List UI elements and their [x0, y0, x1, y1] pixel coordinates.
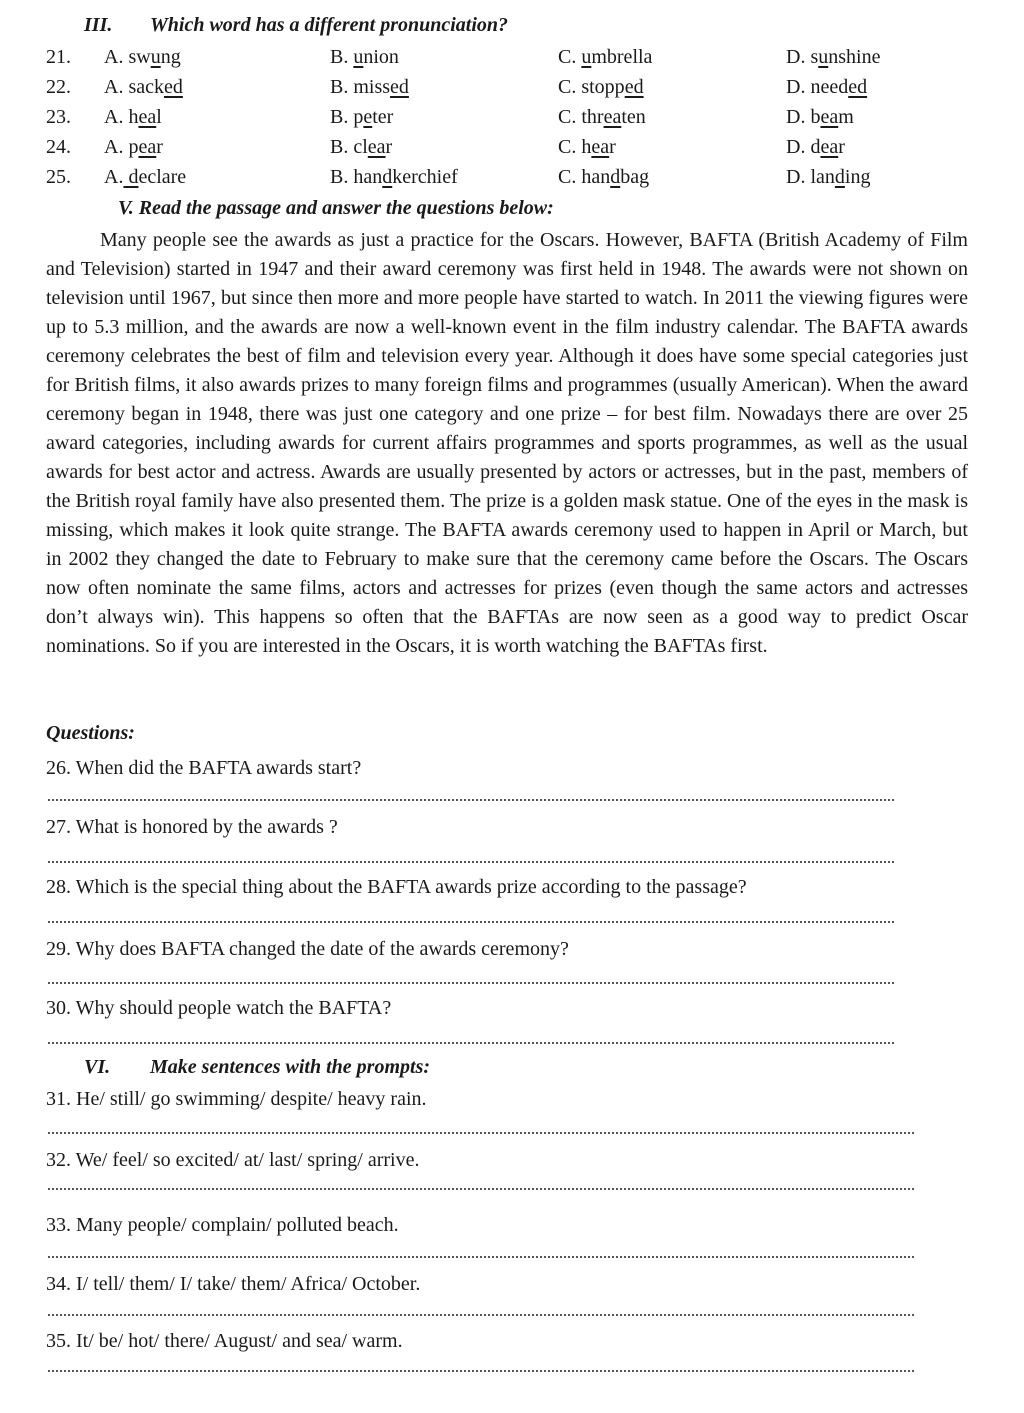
- section-6-heading: [84, 1056, 430, 1079]
- option-c: C. stopped: [558, 76, 644, 98]
- question-row-22: [46, 76, 1006, 106]
- question-row-21: [46, 46, 1006, 76]
- question-30: 30. Why should people watch the BAFTA?: [46, 997, 392, 1019]
- option-d: D. needed: [786, 76, 868, 98]
- option-b: B. union: [330, 46, 399, 68]
- prompt-33: 33. Many people/ complain/ polluted beach.: [46, 1214, 399, 1236]
- option-d: D. beam: [786, 106, 854, 128]
- question-27: 27. What is honored by the awards ?: [46, 816, 338, 838]
- question-row-25: [46, 166, 1006, 196]
- question-number: 25.: [46, 166, 71, 188]
- option-a: A. swung: [104, 46, 181, 68]
- question-number: 22.: [46, 76, 71, 98]
- section-3-number: III.: [84, 14, 113, 36]
- answer-line-31[interactable]: [48, 1132, 914, 1134]
- prompt-31: 31. He/ still/ go swimming/ despite/ heavy rain.: [46, 1088, 427, 1110]
- question-29: 29. Why does BAFTA changed the date of the awards ceremony?: [46, 938, 569, 960]
- prompt-35: 35. It/ be/ hot/ there/ August/ and sea/ warm.: [46, 1330, 403, 1352]
- section-3-heading: [84, 14, 508, 37]
- option-d: D. sunshine: [786, 46, 881, 68]
- answer-line-27[interactable]: [48, 861, 894, 863]
- answer-line-30[interactable]: [48, 1042, 894, 1044]
- option-b: B. missed: [330, 76, 409, 98]
- question-row-23: [46, 106, 1006, 136]
- answer-line-29[interactable]: [48, 982, 894, 984]
- section-3-title: Which word has a different pronunciation?: [150, 14, 509, 36]
- question-number: 21.: [46, 46, 71, 68]
- option-b: B. clear: [330, 136, 393, 158]
- option-c: C. threaten: [558, 106, 646, 128]
- option-a: A. heal: [104, 106, 162, 128]
- section-6-title: Make sentences with the prompts:: [150, 1056, 431, 1078]
- section-5-title: V. Read the passage and answer the questions below:: [118, 197, 554, 219]
- question-row-24: [46, 136, 1006, 166]
- option-b: B. handkerchief: [330, 166, 458, 188]
- option-a: A. sacked: [104, 76, 183, 98]
- answer-line-28[interactable]: [48, 921, 894, 923]
- question-number: 24.: [46, 136, 71, 158]
- option-a: A. pear: [104, 136, 163, 158]
- option-d: D. landing: [786, 166, 871, 188]
- question-26: 26. When did the BAFTA awards start?: [46, 757, 362, 779]
- section-6-number: VI.: [84, 1056, 111, 1078]
- option-a: A. declare: [104, 166, 187, 188]
- option-b: B. peter: [330, 106, 394, 128]
- option-c: C. umbrella: [558, 46, 653, 68]
- question-28: 28. Which is the special thing about the BAFTA awards prize according to the passage?: [46, 876, 747, 898]
- prompt-32: 32. We/ feel/ so excited/ at/ last/ spring/ arrive.: [46, 1149, 420, 1171]
- answer-line-33[interactable]: [48, 1256, 914, 1258]
- answer-line-35[interactable]: [48, 1370, 914, 1372]
- option-d: D. dear: [786, 136, 845, 158]
- option-c: C. handbag: [558, 166, 650, 188]
- answer-line-26[interactable]: [48, 799, 894, 801]
- questions-label: Questions:: [46, 722, 135, 744]
- reading-passage: Many people see the awards as just a practice for the Oscars. However, BAFTA (British Academy of Film and Television) started in 1947 and their award ceremony was first held in 1948. The awards were not shown on television until 1967, but since then more and more people have started to watch. In 2011 the viewing figures were up to 5.3 million, and the awards are now a well-known event in the film industry calendar. The BAFTA awards ceremony celebrates the best of film and television every year. Although it does have some special categories just for British films, it also awards prizes to many foreign films and programmes (usually American). When the award ceremony began in 1948, there was just one category and one prize – for best film. Nowadays there are over 25 award categories, including awards for current affairs programmes and sports programmes, as well as the usual awards for best actor and actress. Awards are usually presented by actors or actresses, but in the past, members of the British royal family have also presented them. The prize is a golden mask statue. One of the eyes in the mask is missing, which makes it look quite strange. The BAFTA awards ceremony used to happen in April or March, but in 2002 they changed the date to February to make sure that the ceremony came before the Oscars. The Oscars now often nominate the same films, actors and actresses for prizes (even though the same actors and actresses don’t always win). This happens so often that the BAFTAs are now seen as a good way to predict Oscar nominations. So if you are interested in the Oscars, it is worth watching the BAFTAs first.: [46, 229, 968, 657]
- prompt-34: 34. I/ tell/ them/ I/ take/ them/ Africa/ October.: [46, 1273, 421, 1295]
- option-c: C. hear: [558, 136, 616, 158]
- answer-line-34[interactable]: [48, 1314, 914, 1316]
- answer-line-32[interactable]: [48, 1188, 914, 1190]
- question-number: 23.: [46, 106, 71, 128]
